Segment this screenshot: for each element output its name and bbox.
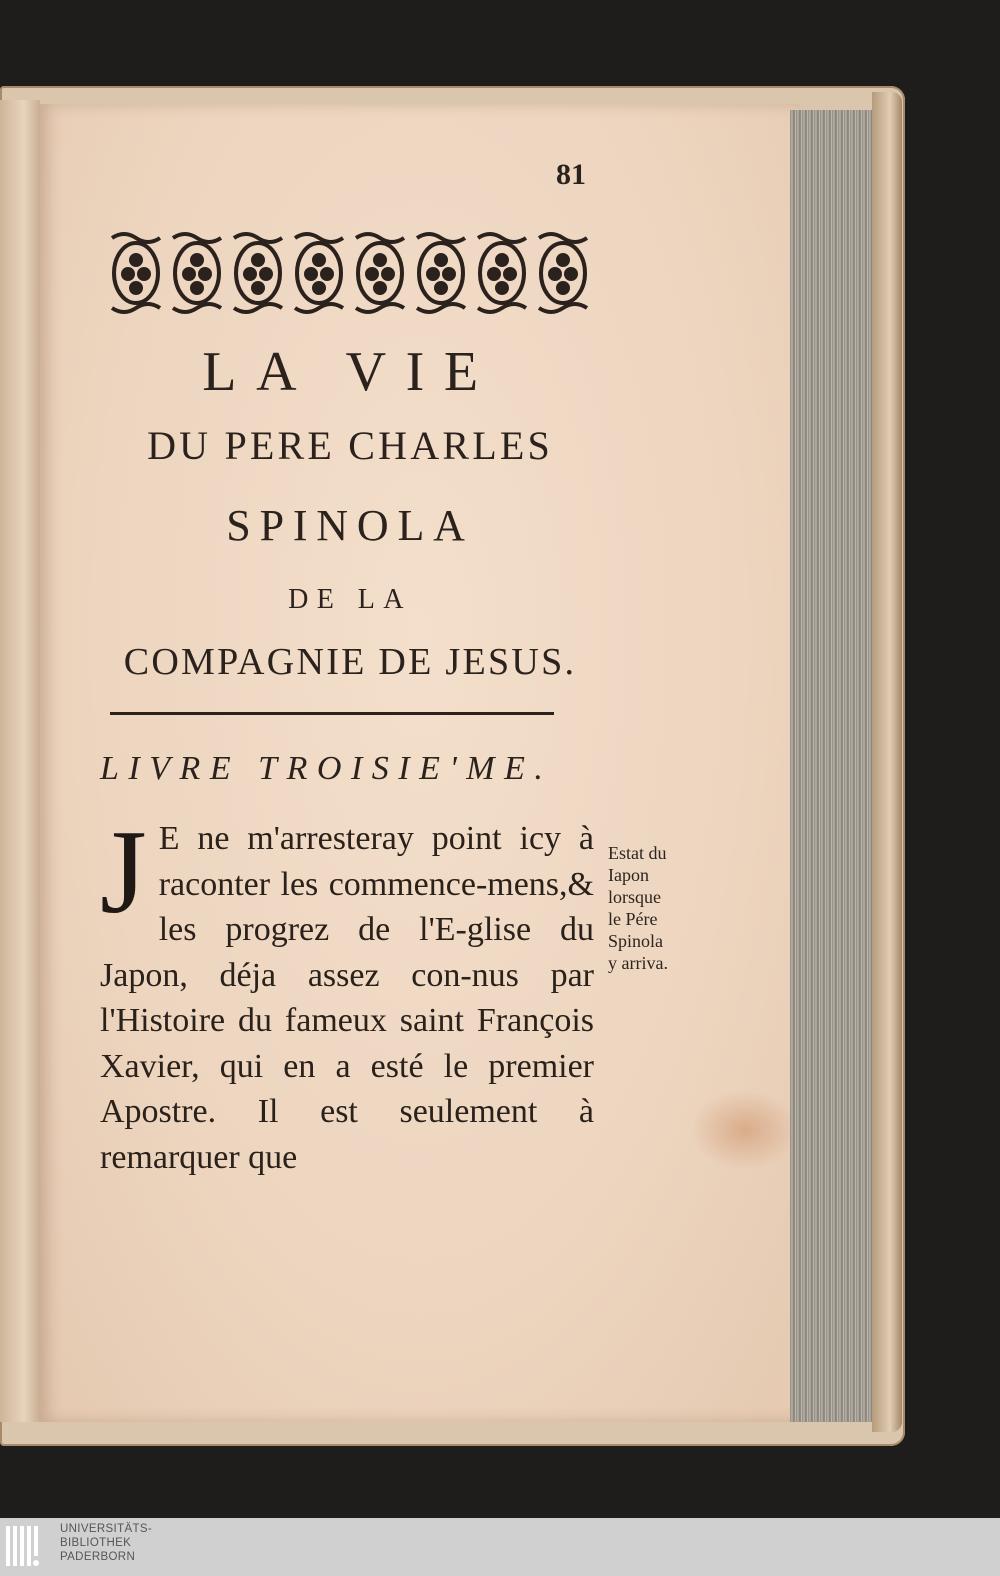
- printers-ornament-band: [106, 228, 596, 318]
- margin-note-line: lorsque: [608, 887, 661, 907]
- drop-cap: J: [100, 805, 147, 938]
- book-heading: LIVRE TROISIE'ME.: [100, 750, 553, 787]
- cover-edge: [872, 92, 902, 1432]
- library-logo-text: [60, 1522, 152, 1564]
- margin-note-line: Iapon: [608, 865, 649, 885]
- body-paragraph: [100, 805, 594, 1180]
- margin-note-line: le Pére: [608, 909, 658, 929]
- logo-line: BIBLIOTHEK: [60, 1537, 132, 1549]
- title-line-1: LA VIE: [202, 341, 498, 403]
- title-line-4: DE LA: [288, 584, 412, 615]
- margin-note: [608, 842, 718, 974]
- margin-note-line: y arriva.: [608, 953, 668, 973]
- horizontal-rule: [110, 712, 554, 715]
- library-footer: [0, 1518, 1000, 1576]
- body-text: E ne m'arresteray point icy à raconter les commence-mens,& les progrez de l'E-glise du Japon, déja assez con-nus par l'Histoire du fameux saint François Xavier, qui en a esté le premier Apostre. Il est seulement à remarquer que: [100, 820, 594, 1176]
- title-line-5: COMPAGNIE DE JESUS.: [123, 641, 577, 683]
- margin-note-line: Estat du: [608, 843, 667, 863]
- library-logo-icon: [4, 1522, 54, 1570]
- page-number: 81: [556, 158, 586, 191]
- margin-note-line: Spinola: [608, 931, 664, 951]
- page-block-edges: [790, 110, 874, 1422]
- title-line-3: SPINOLA: [226, 501, 474, 550]
- logo-line: PADERBORN: [60, 1551, 136, 1563]
- paper-stain: [690, 1090, 800, 1170]
- previous-page-edge: [0, 100, 40, 1422]
- logo-line: UNIVERSITÄTS-: [60, 1523, 153, 1535]
- title-line-2: DU PERE CHARLES: [147, 423, 553, 468]
